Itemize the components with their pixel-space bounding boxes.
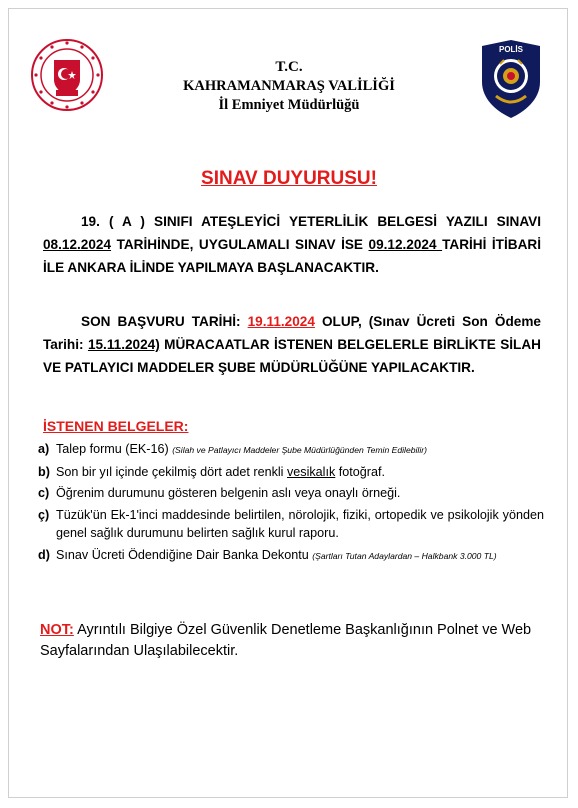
document-header [0,0,578,130]
announcement-title: SINAV DUYURUSU! [201,168,377,189]
list-item-text: Son bir yıl içinde çekilmiş dört adet renkli [56,464,287,479]
application-deadline-paragraph [43,310,541,379]
polis-emblem-icon [476,38,546,120]
note-text: Ayrıntılı Bilgiye Özel Güvenlik Denetleme Başkanlığının Polnet ve Web Sayfalarından Ulaşılabilecektir. [40,622,532,659]
required-documents-title: İSTENEN BELGELER: [43,418,189,434]
list-item [38,484,544,503]
list-item [38,440,544,460]
required-documents-list [38,440,544,568]
header-line-valilik: KAHRAMANMARAŞ VALİLİĞİ [183,78,395,94]
list-item-letter: b) [38,464,50,479]
list-item [38,506,544,543]
list-item-letter: ç) [38,507,50,522]
para2-text-1: SON BAŞVURU TARİHİ: [81,314,248,329]
para1-text-3: TARİHİ İTİBARİ İLE ANKARA İLİNDE YAPILMAYA BAŞLANACAKTIR. [43,237,541,275]
list-item-letter: c) [38,486,50,500]
list-item-note: (Şartları Tutan Adaylardan – Halkbank 3.000 TL) [312,550,497,561]
header-line-tc: T.C. [275,59,303,75]
para2-text-3: MÜRACAATLAR İSTENEN BELGELERLE BİRLİKTE SİLAH VE PATLAYICI MADDELER ŞUBE MÜDÜRLÜĞÜNE YAPILACAKTIR. [43,337,541,375]
list-item-text-underlined: vesikalık [286,464,336,479]
list-item-letter: a) [38,442,50,456]
written-exam-date: 08.12.2024 [43,237,112,252]
header-text [150,58,428,115]
para1-text-1: 19. ( A ) SINIFI ATEŞLEYİCİ YETERLİLİK BELGESİ YAZILI SINAVI [81,214,541,229]
exam-dates-paragraph [43,210,541,279]
note-label: NOT: [40,622,74,638]
polis-emblem-text: POLİS [498,45,524,54]
note-paragraph [40,620,540,662]
list-item-text: Öğrenim durumunu gösteren belgenin aslı veya onaylı örneği. [56,486,401,500]
fee-deadline-date: 15.11.2024) [87,337,160,352]
list-item-text: Sınav Ücreti Ödendiğine Dair Banka Dekontu [56,547,313,562]
list-item-text: Talep formu (EK-16) [56,442,173,456]
application-deadline-date: 19.11.2024 [247,314,315,329]
para2-text-2: OLUP, (Sınav Ücreti Son Ödeme Tarihi: [43,314,541,352]
list-item-text: Tüzük'ün Ek-1'inci maddesinde belirtilen, nörolojik, fiziki, ortopedik ve psikolojik yönden genel sağlık durumunu belirten sağlık kurul raporu. [56,507,544,540]
valilik-seal-icon [30,38,104,112]
list-item [38,463,544,482]
list-item [38,546,544,566]
header-line-mudurluk: İl Emniyet Müdürlüğü [218,97,360,113]
list-item-text-end: fotoğraf. [335,464,385,479]
list-item-note: (Silah ve Patlayıcı Maddeler Şube Müdürlüğünden Temin Edilebilir) [172,445,427,455]
list-item-letter: d) [38,547,50,562]
practical-exam-date: 09.12.2024 [368,237,443,252]
para1-text-2: TARİHİNDE, UYGULAMALI SINAV İSE [111,237,369,252]
